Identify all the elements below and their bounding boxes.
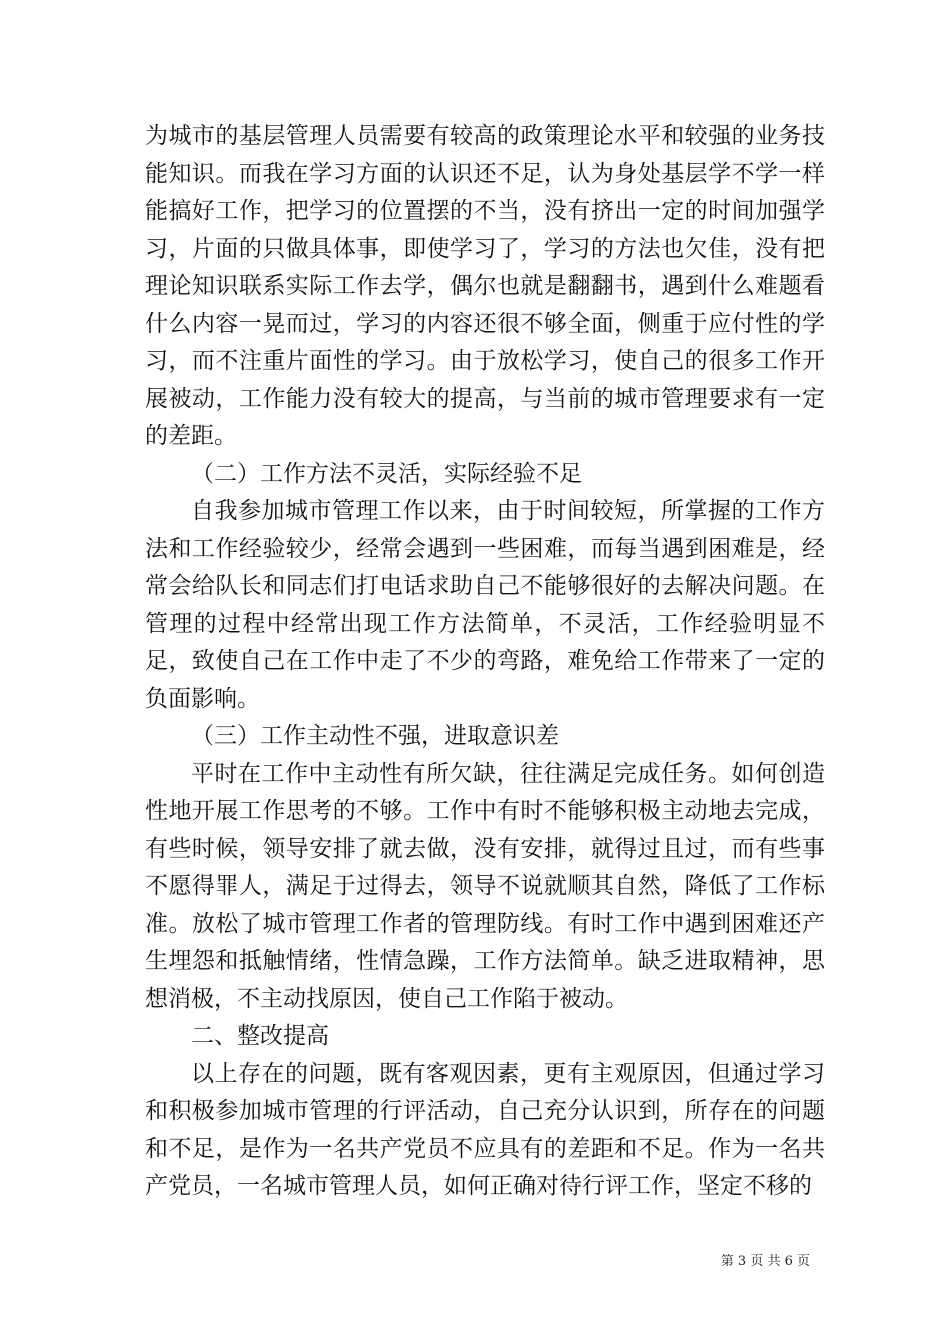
paragraph-work-method: 自我参加城市管理工作以来，由于时间较短，所掌握的工作方法和工作经验较少，经常会遇到一些困难，而每当遇到困难是，经常会给队长和同志们打电话求助自己不能够很好的去解决问题。在管理的过程中经常出现工作方法简单，不灵活，工作经验明显不足，致使自己在工作中走了不少的弯路，难免给工作带来了一定的负面影响。 [145,498,825,712]
page-number: 第 3 页 共 6 页 [720,1254,810,1269]
paragraph-study-shortfall: 为城市的基层管理人员需要有较高的政策理论水平和较强的业务技能知识。而我在学习方面的认识还不足，认为身处基层学不学一样能搞好工作，把学习的位置摆的不当，没有挤出一定的时间加强学习，片面的只做具体事，即使学习了，学习的方法也欠佳，没有把理论知识联系实际工作去学，偶尔也就是翻翻书，遇到什么难题看什么内容一晃而过，学习的内容还很不够全面，侧重于应付性的学习，而不注重片面性的学习。由于放松学习，使自己的很多工作开展被动，工作能力没有较大的提高，与当前的城市管理要求有一定的差距。 [145,123,825,449]
paragraph-initiative: 平时在工作中主动性有所欠缺，往往满足完成任务。如何创造性地开展工作思考的不够。工作中有时不能够积极主动地去完成，有些时候，领导安排了就去做，没有安排，就得过且过，而有些事不愿得罪人，满足于过得去，领导不说就顺其自然，降低了工作标准。放松了城市管理工作者的管理防线。有时工作中遇到困难还产生埋怨和抵触情绪，性情急躁，工作方法简单。缺乏进取精神，思想消极，不主动找原因，使自己工作陷于被动。 [145,760,825,1012]
heading-rectification: 二、整改提高 [191,1023,329,1049]
heading-work-method: （二）工作方法不灵活，实际经验不足 [191,460,582,487]
heading-initiative: （三）工作主动性不强，进取意识差 [191,723,559,749]
body-text [145,118,825,1206]
paragraph-rectification: 以上存在的问题，既有客观因素，更有主观原因，但通过学习和积极参加城市管理的行评活动，自己充分认识到，所存在的问题和不足，是作为一名共产党员不应具有的差距和不足。作为一名共产党员，一名城市管理人员，如何正确对待行评工作，坚定不移的 [145,1060,825,1199]
